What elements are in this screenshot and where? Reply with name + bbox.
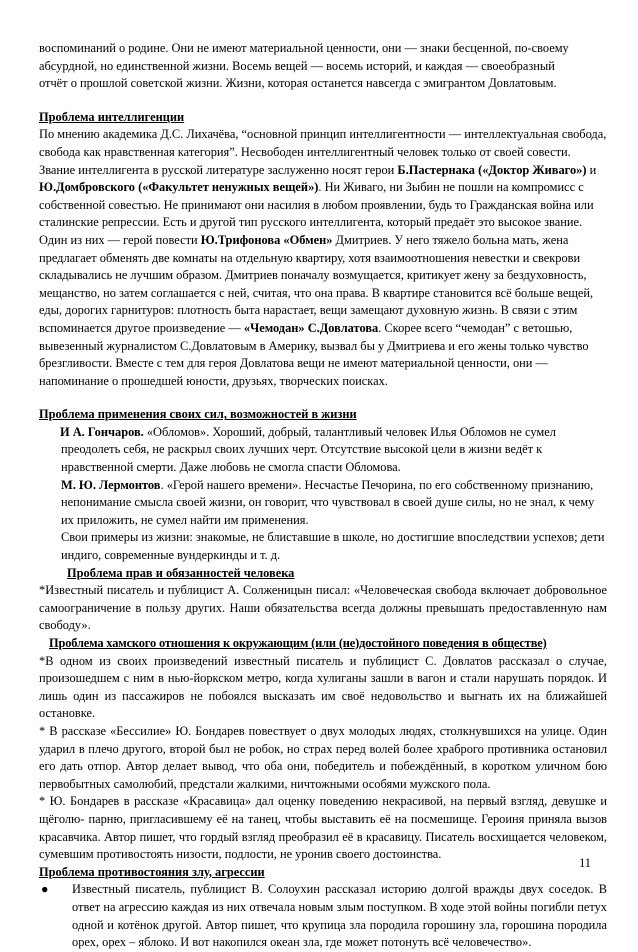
boor-paragraph-2: * В рассказе «Бессилие» Ю. Бондарев повествует о двух молодых людях, столкнувшихся на улице. Один ударил в плечо другого, второй был не робок, но страх перед волей более храброго противника остановил его дать отпор. Автор делает вывод, что оба они, победитель и побеждённый, в коротком уличном бою первобытных самолюбий, предстали жалкими, ничтожными особями мужского пола. (39, 723, 607, 791)
boor-paragraph-1: *В одном из своих произведений известный писатель и публицист С. Довлатов рассказал о случае, произошедшем с ним в нью-йоркском метро, когда хулиганы зашли в вагон и стали нарушать порядок. И лишь один из пассажиров не побоялся высказать им своё недовольство и выгнать их на ближайшей остановке. (39, 653, 607, 721)
intel-heading: Проблема интеллигенции (39, 109, 185, 124)
apply-heading: Проблема применения своих сил, возможностей в жизни (39, 407, 357, 422)
text-column (39, 40, 607, 952)
intro-line-1: воспоминаний о родине. Они не имеют материальной ценности, они — знаки бесценной, по-своему (39, 41, 569, 55)
lermontov-paragraph: М. Ю. Лермонтов. «Герой нашего времени». Несчастье Печорина, по его собственному признанию, непонимание смысла своей жизни, он говорит, что чувствовал в своей душе силы, но не знал, к чему их приложить, не сумел найти им применения. (61, 477, 595, 527)
boor-heading: Проблема хамского отношения к окружающим (или (не)достойного поведения в обществе) (49, 636, 547, 650)
bullet-icon: ● (41, 882, 49, 897)
examples-paragraph: Свои примеры из жизни: знакомые, не блиставшие в школе, но достигшие впоследствии успехов; дети индиго, современные вундеркинды и т. д. (61, 530, 605, 563)
intro-line-3: отчёт о прошлой советской жизни. Жизни, которая останется навсегда с эмигрантом Довлатовым. (39, 76, 557, 91)
intel-paragraph: По мнению академика Д.С. Лихачёва, “основной принцип интеллигентности — интеллектуальная свобода, свобода как нравственная категория”. Несвободен интеллигентный человек только от своей совести. Звание интеллигента в русской литературе заслуженно носят герои Б.Пастернака («Доктор Живаго») и Ю.Домбровского («Факультет ненужных вещей»). Ни Живаго, ни Зыбин не пошли на компромисс с собственной совестью. Не принимают они насилия в любом проявлении, будь то Гражданская война или сталинские репрессии. Есть и другой тип русского интеллигента, который предаёт это высокое звание. Один из них — герой повести Ю.Трифонова «Обмен» Дмитриев. У него тяжело больна мать, жена предлагает обменять две комнаты на отдельную квартиру, хотя взаимоотношения невестки и свекрови складывались не лучшим образом. Дмитриев поначалу возмущается, критикует жену за бездуховность, мещанство, но затем соглашается с ней, считая, что она права. В квартире становится всё больше вещей, еды, дорогих гарнитуров: плотность быта нарастает, вещи замещают духовную жизнь. В связи с этим вспоминается другое произведение — «Чемодан» С.Довлатова. Скорее всего “чемодан” с ветошью, вывезенный журналистом С.Довлатовым в Америку, вызвал бы у Дмитриева и его жены только чувство брезгливости. Вместе с тем для героя Довлатова вещи не имеют материальной ценности, они — напоминание о прошедшей юности, друзьях, творческих поисках. (39, 127, 607, 388)
page-number: 11 (579, 856, 591, 870)
goncharov-paragraph: И А. Гончаров. «Обломов». Хороший, добрый, талантливый человек Илья Обломов не сумел преодолеть себя, не раскрыл своих лучших черт. Отсутствие высокой цели в жизни ведёт к нравственной смерти. Даже любовь не смогла спасти Обломова. (60, 424, 556, 475)
evil-heading: Проблема противостояния злу, агрессии (39, 864, 265, 879)
rights-heading: Проблема прав и обязанностей человека (67, 565, 295, 580)
evil-bullet-item: ● Известный писатель, публицист В. Солоухин рассказал историю долгой вражды двух соседок. В ответ на агрессию каждая из них отвечала новым злым поступком. В ходе этой войны погибли петух одной и котёнок другой. Автор пишет, что крупица зла породила горошину зла, горошина породила орех, орех – яблоко. И вот накопился океан зла, где может потонуть всё человечество». (41, 882, 607, 950)
intro-line-2: абсурдной, но единственной жизни. Восемь вещей — восемь историй, и каждая — своеобразный (39, 58, 555, 73)
boor-paragraph-3: * Ю. Бондарев в рассказе «Красавица» дал оценку поведению некрасивой, на первый взгляд, девушке и щёголю- парню, пригласившему её на танец, чтобы выставить её на посмешище. Героиня приняла вызов красавчика. Автор пишет, что гордый взгляд преобразил её в красавицу. Писатель восхищается человеком, сумевшим противостоять низости, подлости, не уронив своего достоинства. (39, 794, 607, 862)
rights-paragraph: *Известный писатель и публицист А. Солженицын писал: «Человеческая свобода включает добровольное самоограничение в пользу других. Наши обязательства всегда должны превышать предоставленную нам свободу». (39, 583, 607, 633)
